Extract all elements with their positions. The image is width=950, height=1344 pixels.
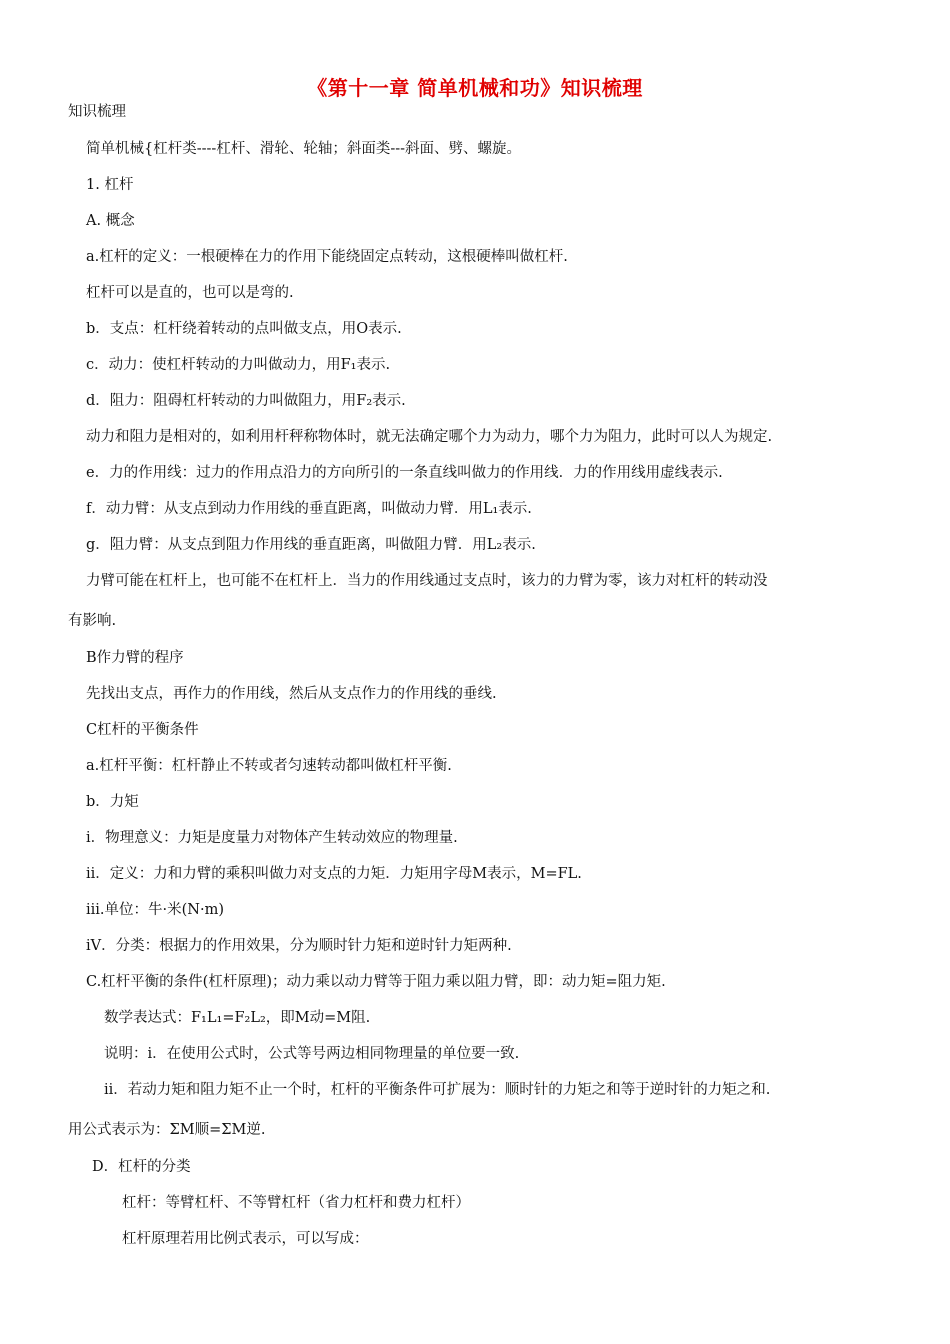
text-line: g．阻力臂：从支点到阻力作用线的垂直距离，叫做阻力臂．用L₂表示. [86, 537, 536, 553]
text-line: 有影响. [68, 613, 117, 629]
text-line: 力臂可能在杠杆上，也可能不在杠杆上．当力的作用线通过支点时，该力的力臂为零，该力对杠杆的转动没 [86, 573, 768, 589]
text-line: b．支点：杠杆绕着转动的点叫做支点，用O表示. [86, 321, 402, 337]
text-line: 用公式表示为：ΣM顺=ΣM逆. [68, 1122, 266, 1138]
text-line: C杠杆的平衡条件 [86, 722, 199, 738]
text-line: C.杠杆平衡的条件(杠杆原理)；动力乘以动力臂等于阻力乘以阻力臂，即：动力矩=阻力矩. [86, 974, 666, 990]
text-line: 简单机械{杠杆类----杠杆、滑轮、轮轴；斜面类---斜面、劈、螺旋。 [86, 141, 522, 157]
text-line: 动力和阻力是相对的，如利用杆秤称物体时，就无法确定哪个力为动力，哪个力为阻力，此时可以人为规定. [86, 429, 773, 445]
text-line: 杠杆原理若用比例式表示，可以写成： [122, 1231, 369, 1247]
text-line: b．力矩 [86, 794, 139, 810]
text-line: d．阻力：阻碍杠杆转动的力叫做阻力，用F₂表示. [86, 393, 406, 409]
text-line: A. 概念 [86, 213, 135, 229]
text-line: c．动力：使杠杆转动的力叫做动力，用F₁表示. [86, 357, 391, 373]
text-line: 1. 杠杆 [86, 177, 134, 193]
text-line: 杠杆：等臂杠杆、不等臂杠杆（省力杠杆和费力杠杆） [122, 1195, 470, 1211]
text-line: a.杠杆的定义：一根硬棒在力的作用下能绕固定点转动，这根硬棒叫做杠杆. [86, 249, 568, 265]
text-line: i．物理意义：力矩是度量力对物体产生转动效应的物理量. [86, 830, 458, 846]
text-line: iii.单位：牛·米(N·m) [86, 902, 224, 918]
text-line: e．力的作用线：过力的作用点沿力的方向所引的一条直线叫做力的作用线．力的作用线用虚线表示. [86, 465, 723, 481]
text-line: ii．若动力矩和阻力矩不止一个时，杠杆的平衡条件可扩展为：顺时针的力矩之和等于逆时针的力矩之和. [104, 1082, 771, 1098]
text-line: B作力臂的程序 [86, 650, 184, 666]
text-line: 说明：i．在使用公式时，公式等号两边相同物理量的单位要一致. [104, 1046, 520, 1062]
text-line: ii．定义：力和力臂的乘积叫做力对支点的力矩．力矩用字母M表示，M=FL. [86, 866, 582, 882]
text-line: 杠杆可以是直的，也可以是弯的. [86, 285, 294, 301]
document-title: 《第十一章 简单机械和功》知识梳理 [307, 76, 643, 100]
text-line: 数学表达式：F₁L₁=F₂L₂，即M动=M阻. [104, 1010, 371, 1026]
text-line: f．动力臂：从支点到动力作用线的垂直距离，叫做动力臂．用L₁表示. [86, 501, 532, 517]
section-heading: 知识梳理 [68, 104, 126, 120]
text-line: 先找出支点，再作力的作用线，然后从支点作力的作用线的垂线. [86, 686, 497, 702]
text-line: iV．分类：根据力的作用效果，分为顺时针力矩和逆时针力矩两种. [86, 938, 512, 954]
text-line: D．杠杆的分类 [92, 1159, 191, 1175]
text-line: a.杠杆平衡：杠杆静止不转或者匀速转动都叫做杠杆平衡. [86, 758, 452, 774]
